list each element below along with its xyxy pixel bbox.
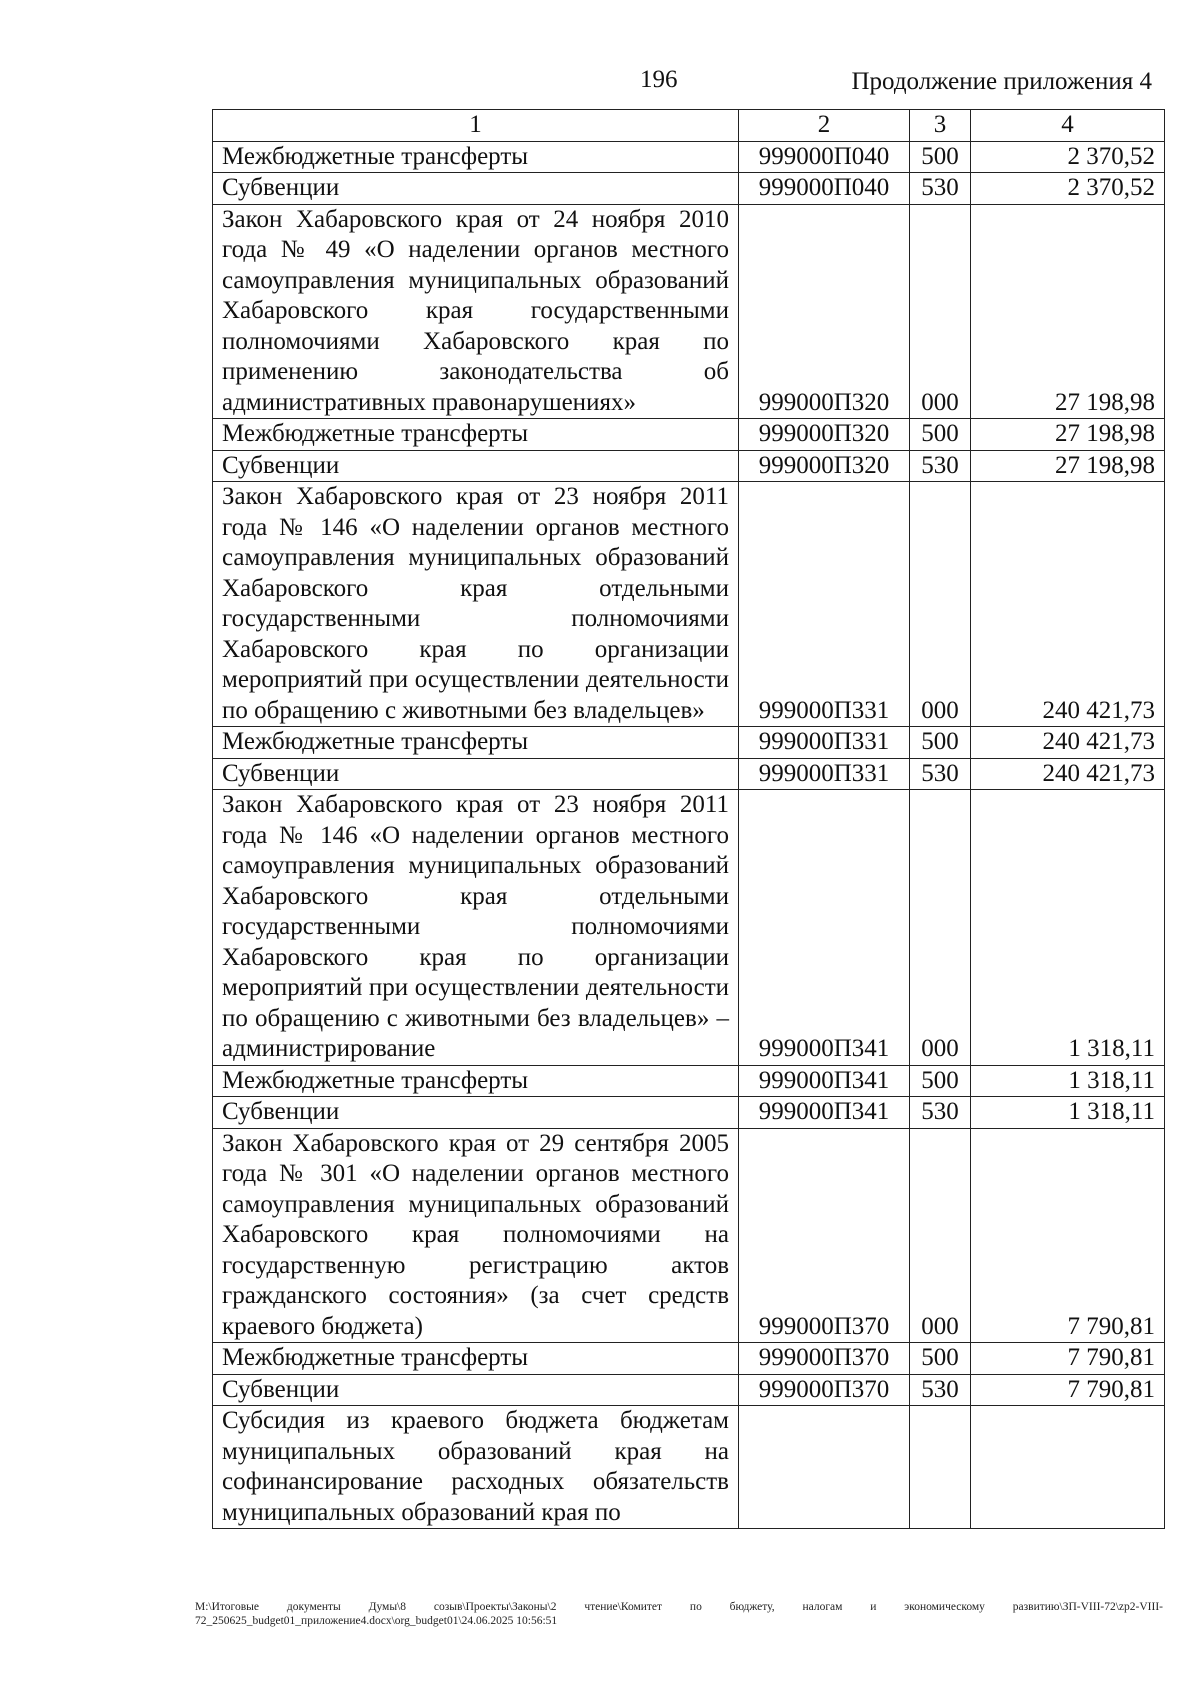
row-name-cell: Межбюджетные трансферты <box>213 1065 739 1097</box>
table-row <box>213 141 1165 173</box>
row-name-cell: Субвенции <box>213 758 739 790</box>
row-amount-cell: 27 198,98 <box>971 419 1165 451</box>
row-type-cell: 500 <box>910 141 971 173</box>
row-code-cell: 999000П370 <box>739 1343 910 1375</box>
continuation-label: Продолжение приложения 4 <box>851 68 1152 95</box>
row-type-cell: 000 <box>910 1128 971 1343</box>
row-type-cell: 500 <box>910 1065 971 1097</box>
row-code-cell: 999000П040 <box>739 141 910 173</box>
row-amount-cell: 7 790,81 <box>971 1343 1165 1375</box>
row-amount-cell: 27 198,98 <box>971 450 1165 482</box>
table-row <box>213 173 1165 205</box>
row-amount-cell: 27 198,98 <box>971 204 1165 419</box>
row-code-cell: 999000П320 <box>739 204 910 419</box>
row-amount-cell: 240 421,73 <box>971 758 1165 790</box>
row-code-cell: 999000П320 <box>739 419 910 451</box>
row-code-cell: 999000П341 <box>739 1097 910 1129</box>
table-row <box>213 1097 1165 1129</box>
row-code-cell: 999000П040 <box>739 173 910 205</box>
row-type-cell: 000 <box>910 204 971 419</box>
document-path-footer: М:\Итоговые документы Думы\8 созыв\Проекты\Законы\2 чтение\Комитет по бюджету, налогам и экономическому развитию\ЗП-VIII-72\zp2-VIII-72_250625_budget01_приложение4.docx\org_budget01\24.06.2025 10:56:51 <box>195 1601 1163 1627</box>
row-type-cell: 000 <box>910 790 971 1066</box>
row-type-cell: 530 <box>910 1097 971 1129</box>
table-row <box>213 790 1165 1066</box>
row-name-cell: Межбюджетные трансферты <box>213 1343 739 1375</box>
row-name-cell: Закон Хабаровского края от 29 сентября 2005 года № 301 «О наделении органов местного самоуправления муниципальных образований Хабаровского края полномочиями на государственную регистрацию актов гражданского состояния» (за счет средств краевого бюджета) <box>213 1128 739 1343</box>
row-type-cell: 530 <box>910 450 971 482</box>
row-name-cell: Межбюджетные трансферты <box>213 419 739 451</box>
table-row <box>213 482 1165 727</box>
row-name-cell: Субвенции <box>213 450 739 482</box>
table-row <box>213 1374 1165 1406</box>
row-code-cell: 999000П331 <box>739 482 910 727</box>
row-name-cell: Субвенции <box>213 173 739 205</box>
row-name-cell: Межбюджетные трансферты <box>213 141 739 173</box>
row-type-cell <box>910 1406 971 1529</box>
table-row <box>213 1343 1165 1375</box>
row-code-cell: 999000П320 <box>739 450 910 482</box>
row-amount-cell: 7 790,81 <box>971 1128 1165 1343</box>
row-type-cell: 500 <box>910 1343 971 1375</box>
row-name-cell: Субвенции <box>213 1097 739 1129</box>
column-header-amount: 4 <box>971 110 1165 142</box>
table-row <box>213 1406 1165 1529</box>
row-amount-cell: 240 421,73 <box>971 482 1165 727</box>
row-code-cell <box>739 1406 910 1529</box>
row-name-cell: Закон Хабаровского края от 23 ноября 2011 года № 146 «О наделении органов местного самоуправления муниципальных образований Хабаровского края отдельными государственными полномочиями Хабаровского края по организации мероприятий при осуществлении деятельности по обращению с животными без владельцев» – администрирование <box>213 790 739 1066</box>
row-amount-cell: 240 421,73 <box>971 727 1165 759</box>
row-name-cell: Субсидия из краевого бюджета бюджетам муниципальных образований края на софинансирование расходных обязательств муниципальных образований края по <box>213 1406 739 1529</box>
row-amount-cell: 1 318,11 <box>971 1097 1165 1129</box>
table-row <box>213 1065 1165 1097</box>
row-code-cell: 999000П331 <box>739 758 910 790</box>
row-amount-cell: 1 318,11 <box>971 790 1165 1066</box>
page-number: 196 <box>640 66 678 93</box>
table-row <box>213 1128 1165 1343</box>
table-header-row <box>213 110 1165 142</box>
row-name-cell: Закон Хабаровского края от 24 ноября 2010 года № 49 «О наделении органов местного самоуправления муниципальных образований Хабаровского края государственными полномочиями Хабаровского края по применению законодательства об административных правонарушениях» <box>213 204 739 419</box>
row-type-cell: 530 <box>910 173 971 205</box>
table-row <box>213 727 1165 759</box>
table-row <box>213 204 1165 419</box>
row-type-cell: 500 <box>910 419 971 451</box>
row-type-cell: 530 <box>910 758 971 790</box>
row-code-cell: 999000П341 <box>739 1065 910 1097</box>
row-amount-cell: 1 318,11 <box>971 1065 1165 1097</box>
column-header-type: 3 <box>910 110 971 142</box>
table-row <box>213 758 1165 790</box>
table-row <box>213 450 1165 482</box>
budget-table <box>212 109 1165 1529</box>
row-type-cell: 500 <box>910 727 971 759</box>
row-code-cell: 999000П341 <box>739 790 910 1066</box>
row-amount-cell: 2 370,52 <box>971 173 1165 205</box>
row-amount-cell: 7 790,81 <box>971 1374 1165 1406</box>
column-header-code: 2 <box>739 110 910 142</box>
row-code-cell: 999000П370 <box>739 1374 910 1406</box>
row-type-cell: 000 <box>910 482 971 727</box>
row-code-cell: 999000П370 <box>739 1128 910 1343</box>
row-name-cell: Закон Хабаровского края от 23 ноября 2011 года № 146 «О наделении органов местного самоуправления муниципальных образований Хабаровского края отдельными государственными полномочиями Хабаровского края по организации мероприятий при осуществлении деятельности по обращению с животными без владельцев» <box>213 482 739 727</box>
row-code-cell: 999000П331 <box>739 727 910 759</box>
row-amount-cell: 2 370,52 <box>971 141 1165 173</box>
table-body <box>213 141 1165 1529</box>
column-header-name: 1 <box>213 110 739 142</box>
row-name-cell: Субвенции <box>213 1374 739 1406</box>
table-row <box>213 419 1165 451</box>
row-amount-cell <box>971 1406 1165 1529</box>
row-type-cell: 530 <box>910 1374 971 1406</box>
row-name-cell: Межбюджетные трансферты <box>213 727 739 759</box>
